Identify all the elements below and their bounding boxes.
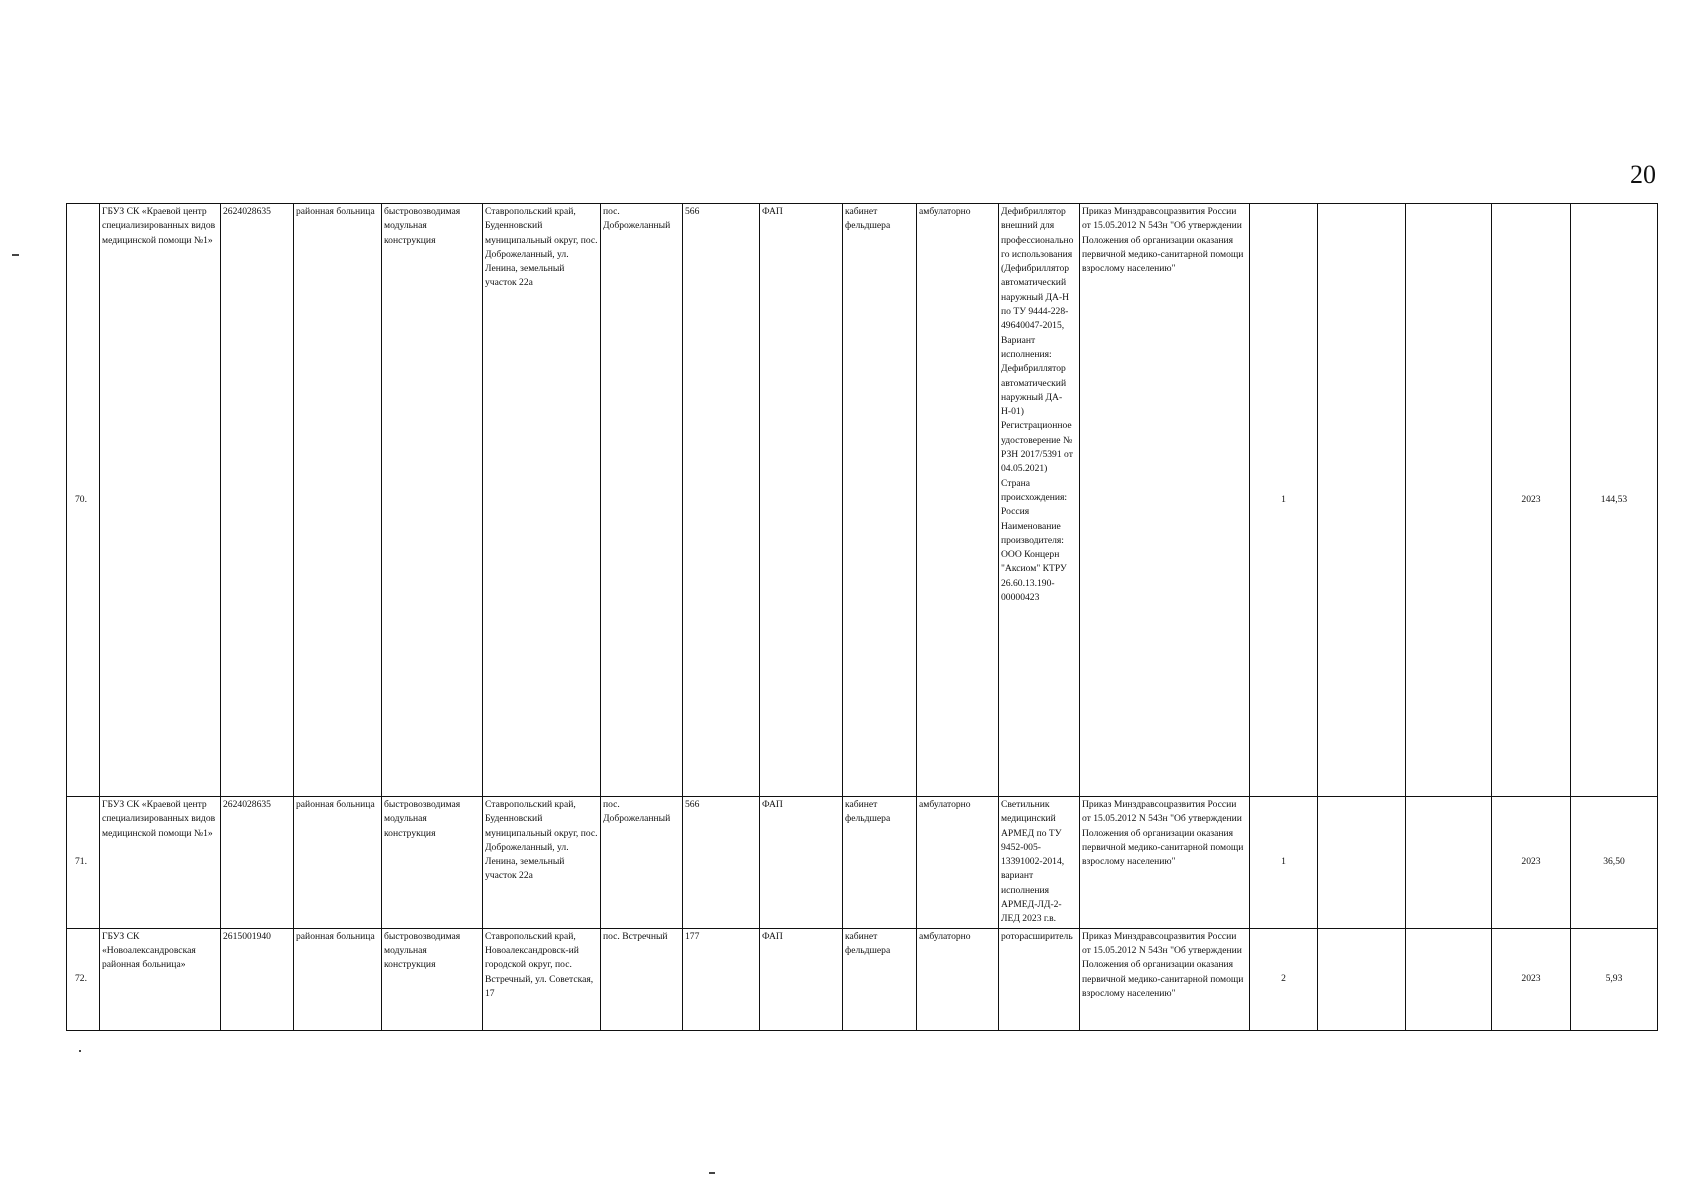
locality: пос. Встречный [601,928,683,1030]
organization-name: ГБУЗ СК «Краевой центр специализированных видов медицинской помощи №1» [100,797,221,929]
care-mode: амбулаторно [917,928,999,1030]
cabinet: кабинет фельдшера [843,797,917,929]
regulatory-order: Приказ Минздравсоцразвития России от 15.05.2012 N 543н "Об утверждении Положения об организации оказания первичной медико-санитарной помощи взрослому населению" [1080,797,1250,929]
empty-cell [1318,797,1406,929]
address: Ставропольский край, Новоалександровск-ий городской округ, пос. Встречный, ул. Советская, 17 [483,928,601,1030]
inn: 2615001940 [221,928,294,1030]
building-type: быстровозводимая модульная конструкция [382,797,483,929]
table-row [67,928,1658,1030]
row-number: 70. [67,204,100,797]
row-number: 72. [67,928,100,1030]
care-mode: амбулаторно [917,204,999,797]
equipment-table [66,203,1658,1031]
year: 2023 [1492,928,1571,1030]
locality: пос. Доброжеланный [601,204,683,797]
organization-type: районная больница [294,797,382,929]
address: Ставропольский край, Буденновский муниципальный округ, пос. Доброжеланный, ул. Ленина, земельный участок 22а [483,797,601,929]
regulatory-order: Приказ Минздравсоцразвития России от 15.05.2012 N 543н "Об утверждении Положения об организации оказания первичной медико-санитарной помощи взрослому населению" [1080,204,1250,797]
locality: пос. Доброжеланный [601,797,683,929]
quantity: 2 [1250,928,1318,1030]
page-number: 20 [1630,160,1656,189]
building-type: быстровозводимая модульная конструкция [382,204,483,797]
empty-cell [1318,928,1406,1030]
cabinet: кабинет фельдшера [843,204,917,797]
building-type: быстровозводимая модульная конструкция [382,928,483,1030]
empty-cell [1318,204,1406,797]
regulatory-order: Приказ Минздравсоцразвития России от 15.05.2012 N 543н "Об утверждении Положения об организации оказания первичной медико-санитарной помощи взрослому населению" [1080,928,1250,1030]
unit-type: ФАП [760,928,843,1030]
population: 566 [683,797,760,929]
empty-cell [1406,204,1492,797]
organization-type: районная больница [294,928,382,1030]
organization-name: ГБУЗ СК «Новоалександровская районная больница» [100,928,221,1030]
address: Ставропольский край, Буденновский муниципальный округ, пос. Доброжеланный, ул. Ленина, земельный участок 22а [483,204,601,797]
equipment-description: Дефибриллятор внешний для профессионального использования (Дефибриллятор автоматический наружный ДА-Н по ТУ 9444-228-49640047-2015, Вариант исполнения: Дефибриллятор автоматический наружный ДА-Н-01) Регистрационное удостоверение № РЗН 2017/5391 от 04.05.2021) Страна происхождения: Россия Наименование производителя: ООО Концерн "Аксиом" КТРУ 26.60.13.190-00000423 [999,204,1080,797]
year: 2023 [1492,204,1571,797]
empty-cell [1406,928,1492,1030]
equipment-description: Светильник медицинский АРМЕД по ТУ 9452-005-13391002-2014, вариант исполнения АРМЕД-ЛД-2-ЛЕД 2023 г.в. [999,797,1080,929]
inn: 2624028635 [221,797,294,929]
scan-artifact [12,254,19,256]
care-mode: амбулаторно [917,797,999,929]
empty-cell [1406,797,1492,929]
population: 566 [683,204,760,797]
equipment-description: роторасширитель [999,928,1080,1030]
organization-type: районная больница [294,204,382,797]
quantity: 1 [1250,797,1318,929]
table-row [67,797,1658,929]
cost: 144,53 [1571,204,1658,797]
unit-type: ФАП [760,204,843,797]
cost: 36,50 [1571,797,1658,929]
unit-type: ФАП [760,797,843,929]
cost: 5,93 [1571,928,1658,1030]
cabinet: кабинет фельдшера [843,928,917,1030]
quantity: 1 [1250,204,1318,797]
scan-artifact [709,1172,715,1174]
population: 177 [683,928,760,1030]
inn: 2624028635 [221,204,294,797]
year: 2023 [1492,797,1571,929]
organization-name: ГБУЗ СК «Краевой центр специализированных видов медицинской помощи №1» [100,204,221,797]
scan-artifact [79,1050,81,1052]
table-row [67,204,1658,797]
row-number: 71. [67,797,100,929]
